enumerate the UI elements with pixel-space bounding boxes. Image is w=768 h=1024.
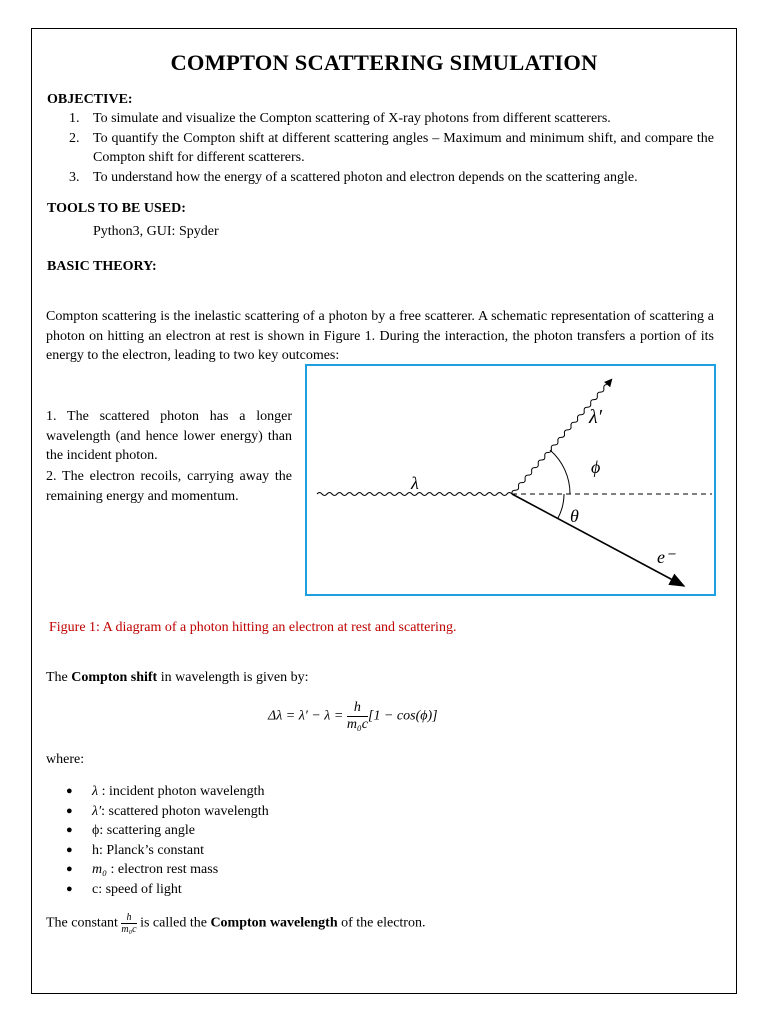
page-title: COMPTON SCATTERING SIMULATION <box>170 50 598 75</box>
outcome-1: 1. The scattered photon has a longer wavelength (and hence lower energy) than the incident photon. <box>46 409 292 463</box>
theta-angle-arc <box>558 494 564 518</box>
electron-label: e⁻ <box>657 547 675 567</box>
list-item: ● h: Planck’s constant <box>66 841 269 861</box>
theory-heading: BASIC THEORY: <box>47 259 157 274</box>
compton-shift-equation: Δλ = λ′ − λ = $\frac{h}{\text{m₀c}}$ [1 − cos(ϕ)] <box>268 700 438 732</box>
phi-label: ϕ <box>591 457 601 477</box>
scattered-photon-wave <box>511 384 608 495</box>
list-item: ● λ′: scattered photon wavelength <box>66 802 269 822</box>
definitions-list <box>66 782 269 899</box>
tools-text: Python3, GUI: Spyder <box>93 224 219 239</box>
theory-intro: Compton scattering is the inelastic scattering of a photon by a free scatterer. A schematic representation of scattering a photon on hitting an electron at rest is shown in Figure 1. During the interaction, the photon transfers a portion of its energy to the electron, leading to two key outcomes: <box>46 309 714 363</box>
list-item: 1. To simulate and visualize the Compton scattering of X-ray photons from different scatterers. <box>69 111 611 126</box>
phi-angle-arc <box>550 450 570 494</box>
list-item: ● ϕ: scattering angle <box>66 821 269 841</box>
compton-shift-intro: The Compton shift in wavelength is given by: <box>46 670 309 685</box>
objective-heading: OBJECTIVE: <box>47 92 133 107</box>
theta-label: θ <box>570 506 579 526</box>
list-item: ● λ : incident photon wavelength <box>66 782 269 802</box>
objective-list <box>46 109 714 187</box>
outcome-2: 2. The electron recoils, carrying away the remaining energy and momentum. <box>46 469 292 504</box>
list-item: 3. To understand how the energy of a scattered photon and electron depends on the scattering angle. <box>69 169 638 185</box>
figure-caption: Figure 1: A diagram of a photon hitting an electron at rest and scattering. <box>49 620 457 635</box>
where-label: where: <box>46 752 85 767</box>
list-item: 2. To quantify the Compton shift at different scattering angles – Maximum and minimum shift, and compare the Compton shift for different scatterers. <box>69 130 714 165</box>
lambda-label: λ <box>411 473 419 493</box>
list-item: ● m₀ : electron rest mass <box>66 860 269 880</box>
lambda-prime-label: λ′ <box>589 406 603 428</box>
compton-wavelength-sentence: The constant $\frac{h}{\text{m₀c}}$ is called the Compton wavelength of the electron. <box>46 912 426 935</box>
scattered-photon-arrowhead <box>604 376 615 387</box>
figure-1-diagram <box>305 364 716 596</box>
tools-heading: TOOLS TO BE USED: <box>47 201 186 216</box>
compton-diagram-svg <box>307 366 714 594</box>
list-item: ● c: speed of light <box>66 880 269 900</box>
electron-recoil-arrow <box>512 494 684 586</box>
